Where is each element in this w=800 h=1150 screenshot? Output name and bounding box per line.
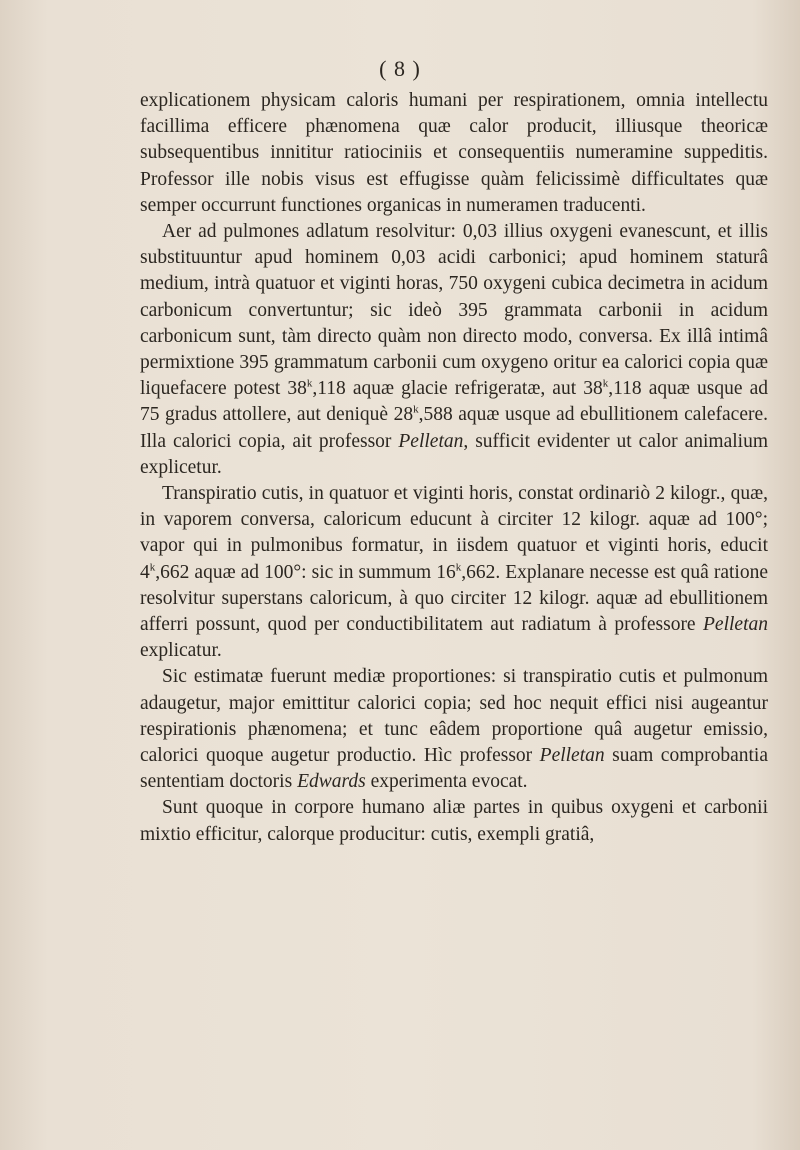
author-name: Pelletan: [539, 745, 605, 767]
page-number: ( 8 ): [379, 56, 421, 81]
unit-superscript: k: [413, 403, 419, 416]
paragraph-1: [140, 88, 768, 219]
paragraph-text: suam comprobantia sententiam doctoris: [140, 745, 769, 793]
paragraph-text: , sufficit evidenter ut calor animalium explicetur.: [140, 430, 768, 478]
author-name: Edwards: [297, 771, 366, 793]
paragraph-text: ,118 aquæ usque ad 75 gradus attollere, aut deniquè 28: [140, 378, 768, 426]
paragraph-2: [140, 219, 768, 481]
unit-superscript: k: [149, 561, 156, 574]
unit-superscript: k: [306, 377, 313, 390]
unit-superscript: k: [602, 377, 609, 390]
paragraph-text: Sic estimatæ fuerunt mediæ proportiones: si transpiratio cutis et pulmonum adaugetur, major emittitur calorici copia; sed hoc nequit effici nisi augeantur respirationis phænomena; et tunc eâdem proportione quâ augetur emissio, calorici quoque augetur productio. Hìc professor: [140, 666, 768, 767]
paragraph-text: ,662. Explanare necesse est quâ ratione resolvitur superstans caloricum, à quo circiter 12 kilogr. aquæ ad ebullitionem afferri possunt, quod per conductibilitatem aut radiatum à professore: [140, 561, 769, 636]
body-text: [140, 88, 768, 848]
author-name: Pelletan: [703, 614, 768, 636]
paragraph-3: [140, 481, 768, 664]
paragraph-text: Sunt quoque in corpore humano aliæ partes in quibus oxygeni et carbonii mixtio efficitur, calorque producitur: cutis, exempli gratiâ,: [140, 797, 768, 845]
author-name: Pelletan: [398, 430, 464, 452]
paragraph-text: explicatur.: [140, 640, 222, 662]
paragraph-text: explicationem physicam caloris humani per respirationem, omnia intellectu facillima efficere phænomena quæ calor producit, illiusque theoricæ subsequentibus innititur ratiociniis et consequentiis numeramine suppeditis. Professor ille nobis visus est effugisse quàm felicissimè difficultates quæ semper occurrunt functiones organicas in numeramen traducenti.: [140, 90, 768, 216]
paragraph-text: ,662 aquæ ad 100°: sic in summum 16: [155, 561, 456, 583]
paragraph-text: Transpiratio cutis, in quatuor et viginti horis, constat ordinariò 2 kilogr., quæ, in vaporem conversa, caloricum educunt à circiter 12 kilogr. aquæ ad 100°; vapor qui in pulmonibus formatur, in iisdem quatuor et viginti horis, educit 4: [140, 483, 768, 583]
paragraph-text: experimenta evocat.: [365, 771, 528, 793]
paragraph-text: Aer ad pulmones adlatum resolvitur: 0,03 illius oxygeni evanescunt, et illis substituuntur apud hominem 0,03 acidi carbonici; apud hominem staturâ medium, intrà quatuor et viginti horas, 750 oxygeni cubica decimetra in acidum carbonicum convertuntur; sic ideò 395 grammata carbonii in acidum carbonicum sunt, tàm directo quàm non directo modo, conversa. Ex illâ intimâ permixtione 395 grammatum carbonii cum oxygeno oritur ea calorici copia quæ liquefacere potest 38: [140, 221, 768, 400]
unit-superscript: k: [455, 561, 462, 574]
paragraph-5: [140, 795, 768, 847]
paragraph-4: [140, 664, 768, 795]
paragraph-text: ,588 aquæ usque ad ebullitionem calefacere. Illa calorici copia, ait professor: [140, 404, 768, 452]
paragraph-text: ,118 aquæ glacie refrigeratæ, aut 38: [312, 378, 603, 400]
